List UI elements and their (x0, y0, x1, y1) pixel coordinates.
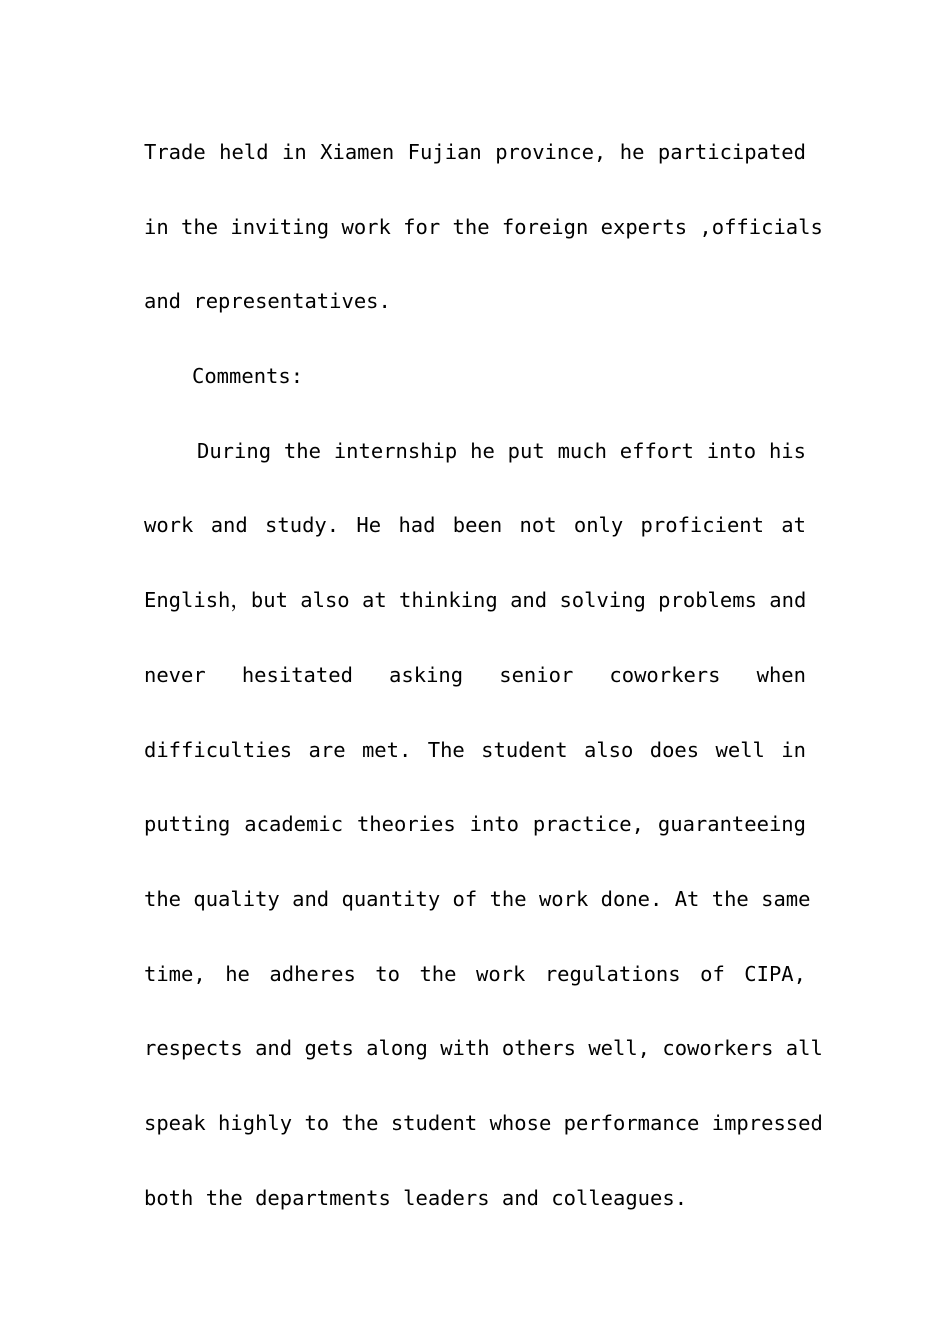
body-line: Trade held in Xiamen Fujian province, he participated (144, 140, 806, 164)
comments-line: English，but also at thinking and solving problems and (144, 588, 807, 613)
comments-line: speak highly to the student whose performance impressed (144, 1110, 823, 1135)
comments-line: never hesitated asking senior coworkers when (144, 662, 806, 687)
comments-line: respects and gets along with others well, coworkers all (144, 1036, 823, 1061)
comments-line: putting academic theories into practice, guaranteeing (144, 812, 806, 837)
comments-line: difficulties are met. The student also does well in (144, 737, 806, 762)
comments-line: During the internship he put much effort into his (197, 438, 806, 463)
comments-line: work and study. He had been not only proficient at (144, 513, 806, 538)
comments-line: both the departments leaders and colleagues. (144, 1185, 688, 1210)
body-line: and representatives. (144, 289, 391, 314)
comments-heading: Comments: (192, 364, 304, 389)
body-line: in the inviting work for the foreign experts ,officials (144, 214, 823, 239)
document-body (144, 115, 823, 1235)
comments-line: time, he adheres to the work regulations of CIPA, (144, 961, 806, 986)
comments-line: the quality and quantity of the work done. At the same (144, 886, 811, 911)
